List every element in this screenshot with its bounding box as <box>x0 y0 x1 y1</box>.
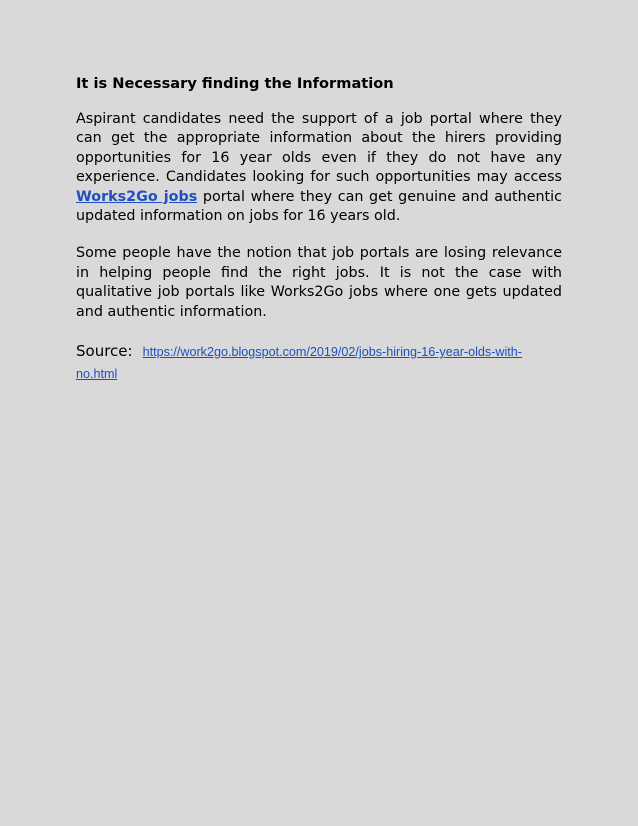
source-line <box>76 340 562 385</box>
works2go-jobs-link[interactable]: Works2Go jobs <box>76 188 198 205</box>
source-label: Source: <box>76 342 133 361</box>
paragraph-2: Some people have the notion that job portals are losing relevance in helping people find the right jobs. It is not the case with qualitative job portals like Works2Go jobs where one gets updated and authentic information. <box>76 245 562 320</box>
source-url-link[interactable]: https://work2go.blogspot.com/2019/02/jobs-hiring-16-year-olds-with-no.html <box>76 345 522 382</box>
paragraph-1-text-after-link: portal where they can get genuine and authentic updated information on jobs for 16 years old. <box>76 188 562 225</box>
section-heading: It is Necessary finding the Information <box>76 75 394 92</box>
document-content <box>76 74 562 385</box>
paragraph-1-text-before-link: Aspirant candidates need the support of a job portal where they can get the appropriate information about the hirers providing opportunities for 16 year olds even if they do not have any experience. Candidates looking for such opportunities may access <box>76 111 562 186</box>
paragraph-1 <box>76 110 562 226</box>
